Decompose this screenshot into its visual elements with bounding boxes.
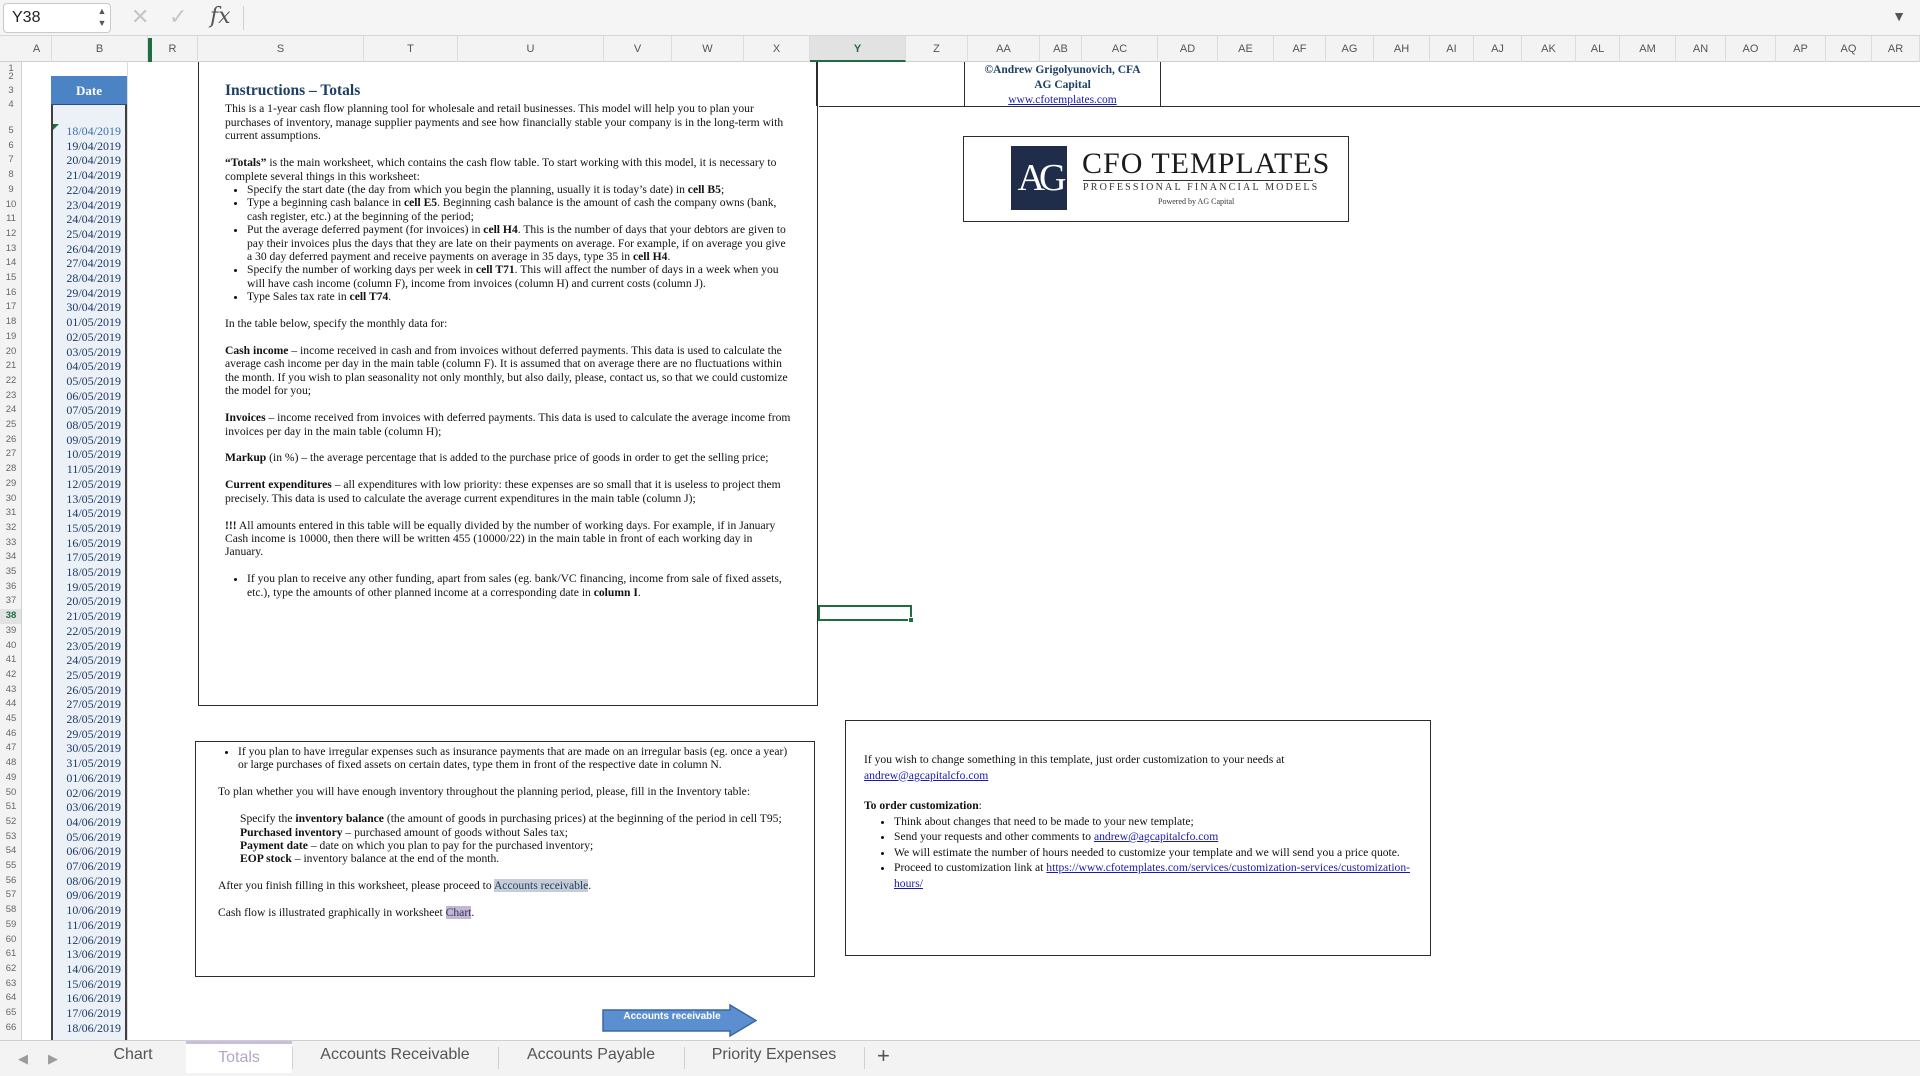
expand-formula-bar-icon[interactable]: ▼ (1892, 8, 1906, 24)
date-cell[interactable]: 16/06/2019 (66, 991, 121, 1006)
date-cell[interactable]: 06/05/2019 (66, 388, 121, 403)
row-header[interactable]: 57 (5, 889, 17, 901)
list-item: • Send your requests and other comments to andrew@agcapitalcfo.com (894, 829, 1412, 845)
date-cell[interactable]: 16/05/2019 (66, 535, 121, 550)
column-header-aa[interactable]: AA (968, 36, 1040, 62)
column-header-v[interactable]: V (604, 36, 672, 62)
row-header[interactable]: 47 (5, 742, 17, 754)
confirm-icon[interactable]: ✓ (169, 4, 188, 29)
invoices-paragraph: Invoices – income received from invoices with deferred payments. This data is used to calculate the average income from invoices per day in the main table (column H); (225, 411, 791, 438)
column-header-af[interactable]: AF (1274, 36, 1326, 62)
purchased-inventory-text: Purchased inventory – purchased amount of goods without Sales tax; (240, 825, 568, 839)
accounts-receivable-link[interactable]: Accounts receivable (493, 879, 589, 893)
column-header-al[interactable]: AL (1576, 36, 1620, 62)
date-cell[interactable]: 11/05/2019 (66, 462, 121, 477)
column-header-ak[interactable]: AK (1522, 36, 1576, 62)
selected-cell[interactable] (818, 605, 912, 621)
column-header-ad[interactable]: AD (1158, 36, 1218, 62)
row-header[interactable]: 14 (5, 257, 17, 269)
row-header[interactable]: 59 (5, 918, 17, 930)
column-divider (127, 62, 128, 1040)
list-item: • If you plan to have irregular expenses such as insurance payments that are made on an irregular basis (eg. once a year) or large purchases of fixed assets on certain dates, type them in front of the respective date in column N. (238, 745, 794, 772)
row-header[interactable]: 42 (5, 668, 17, 680)
proceed-paragraph: After you finish filling in this worksheet, please proceed to Accounts receivable. (218, 879, 592, 893)
date-cell[interactable]: 10/05/2019 (66, 447, 121, 462)
row-header[interactable]: 34 (5, 551, 17, 563)
row-header[interactable]: 17 (5, 301, 17, 313)
date-cell[interactable]: 08/05/2019 (66, 418, 121, 432)
date-cell[interactable]: 10/06/2019 (66, 903, 121, 918)
customization-link[interactable]: https://www.cfotemplates.com/services/customization-services/customization-hours/ (894, 861, 1411, 890)
date-cell[interactable]: 06/06/2019 (66, 844, 121, 859)
row-header[interactable]: 65 (5, 1007, 17, 1018)
column-header-ao[interactable]: AO (1726, 36, 1776, 62)
row-header[interactable]: 63 (5, 977, 17, 989)
instructions-box-2 (195, 741, 815, 977)
row-header[interactable]: 13 (5, 242, 17, 254)
list-item: • If you plan to receive any other funding, apart from sales (eg. bank/VC financing, income from sale of fixed assets, etc.), type the amounts of other planned income at a corresponding date in column I. (247, 572, 791, 599)
date-cell[interactable]: 14/06/2019 (66, 961, 121, 976)
date-cell[interactable]: 29/05/2019 (66, 726, 121, 741)
date-cell[interactable]: 04/06/2019 (66, 814, 121, 829)
column-header-a[interactable]: A (22, 36, 52, 62)
instructions-intro: This is a 1-year cash flow planning tool for wholesale and retail businesses. This model will help you to plan your purchases of inventory, manage supplier payments and see how financially stable your company is in the long-term with current assumptions. (225, 102, 784, 143)
date-cell[interactable]: 03/06/2019 (66, 800, 121, 815)
column-header-am[interactable]: AM (1620, 36, 1676, 62)
list-item: • Type a beginning cash balance in cell E5. Beginning cash balance is the amount of cash the company owns (bank, cash register, etc.) at the beginning of the period; (247, 196, 791, 223)
row-header[interactable]: 33 (5, 536, 17, 548)
order-title: To order customization: (864, 799, 982, 812)
row-header[interactable]: 25 (5, 419, 17, 430)
cancel-icon[interactable]: ✕ (131, 4, 150, 29)
row-header[interactable]: 28 (5, 463, 17, 475)
eop-stock-text: EOP stock – inventory balance at the end of the month. (240, 852, 500, 866)
column-header-s[interactable]: S (198, 36, 364, 62)
date-cell[interactable]: 11/06/2019 (66, 917, 121, 932)
freeze-pane-divider[interactable] (148, 38, 152, 62)
date-cell[interactable]: 28/05/2019 (66, 712, 121, 726)
row-header[interactable]: 26 (5, 433, 17, 445)
column-header-aj[interactable]: AJ (1474, 36, 1522, 62)
column-header-y[interactable]: Y (810, 36, 906, 62)
email-link[interactable]: andrew@agcapitalcfo.com (864, 768, 989, 782)
date-cell[interactable]: 09/06/2019 (66, 888, 121, 903)
column-header-ai[interactable]: AI (1430, 36, 1474, 62)
accounts-receivable-arrow-button[interactable] (602, 1004, 757, 1037)
date-cell[interactable]: 07/06/2019 (66, 859, 121, 873)
date-cell[interactable]: 13/06/2019 (66, 947, 121, 962)
column-header-ab[interactable]: AB (1040, 36, 1082, 62)
column-header-ac[interactable]: AC (1082, 36, 1158, 62)
date-cell[interactable]: 19/05/2019 (66, 579, 121, 594)
date-cell[interactable]: 22/04/2019 (66, 182, 121, 197)
arrow-button-label: Accounts receivable (623, 1011, 721, 1022)
row-header[interactable]: 46 (5, 727, 17, 739)
date-cell[interactable]: 18/05/2019 (66, 565, 121, 579)
date-cell[interactable]: 01/05/2019 (66, 315, 121, 330)
row-header[interactable]: 2 (8, 71, 14, 82)
fill-handle[interactable] (908, 617, 914, 623)
row-header[interactable]: 3 (8, 85, 14, 96)
cell-error-marker (53, 124, 59, 130)
tab-totals[interactable]: Totals (186, 1041, 292, 1073)
row-header[interactable]: 51 (5, 801, 17, 813)
list-item: • Type Sales tax rate in cell T74. (247, 290, 791, 303)
date-cell[interactable]: 22/05/2019 (66, 623, 121, 638)
row-header[interactable]: 44 (5, 698, 17, 710)
date-cell[interactable]: 24/05/2019 (66, 653, 121, 668)
column-header-ar[interactable]: AR (1872, 36, 1920, 62)
date-cell[interactable]: 28/04/2019 (66, 271, 121, 285)
tab-accounts-payable[interactable]: Accounts Payable (526, 1046, 656, 1063)
row-header[interactable]: 27 (5, 448, 17, 460)
tab-accounts-receivable[interactable]: Accounts Receivable (320, 1046, 470, 1063)
row-header[interactable]: 40 (5, 639, 17, 651)
list-item: • We will estimate the number of hours needed to customize your template and we will send you a price quote. (894, 845, 1412, 861)
column-header-an[interactable]: AN (1676, 36, 1726, 62)
row-header[interactable]: 7 (8, 154, 14, 166)
date-cell[interactable]: 26/05/2019 (66, 682, 121, 697)
row-header[interactable]: 45 (5, 713, 17, 724)
row-header[interactable]: 30 (5, 492, 17, 504)
date-cell[interactable]: 20/05/2019 (66, 594, 121, 609)
date-cell[interactable]: 14/05/2019 (66, 506, 121, 521)
row-header[interactable]: 10 (5, 198, 17, 210)
cash-income-paragraph: Cash income – income received in cash and from invoices without deferred payments. This data is used to calculate the average cash income per day in the main table (column F). It is assumed that on average there are no fluctuations within the month. If you wish to plan seasonality not only monthly, but also daily, please, contact us, so that we could customize the model for you; (225, 344, 788, 398)
column-header-ag[interactable]: AG (1326, 36, 1374, 62)
list-item: • Specify the number of working days per week in cell T71. This will affect the number of days in a week when you will have cash income (column F), income from invoices (column H) and current costs (column J). (247, 263, 791, 290)
date-cell[interactable]: 26/04/2019 (66, 241, 121, 256)
column-header-aq[interactable]: AQ (1826, 36, 1872, 62)
funding-list (247, 572, 791, 599)
name-box-stepper-icon[interactable]: ▲ ▼ (97, 6, 107, 28)
tab-separator (864, 1047, 865, 1069)
date-cell[interactable]: 25/04/2019 (66, 226, 121, 241)
date-cell[interactable]: 30/04/2019 (66, 300, 121, 315)
ag-logo-icon: AG (1011, 146, 1067, 210)
website-link[interactable]: www.cfotemplates.com (1008, 94, 1117, 106)
row-header[interactable]: 32 (5, 521, 17, 533)
column-header-b[interactable]: B (52, 36, 148, 62)
row-header[interactable]: 18 (5, 316, 17, 328)
customization-box (845, 720, 1431, 956)
setup-list (247, 183, 791, 304)
company-name: AG Capital (1034, 79, 1091, 91)
order-list (894, 814, 1412, 892)
chart-link[interactable]: Chart (445, 906, 472, 920)
date-cell[interactable]: 23/04/2019 (66, 197, 121, 212)
customization-intro: If you wish to change something in this template, just order customization to your needs at andrew@agcapitalcfo.com (864, 753, 1285, 782)
tab-priority-expenses[interactable]: Priority Expenses (711, 1046, 837, 1063)
row-header[interactable]: 62 (5, 962, 17, 974)
email-link[interactable]: andrew@agcapitalcfo.com (1093, 830, 1219, 843)
date-cell[interactable]: 27/05/2019 (66, 697, 121, 712)
date-cell[interactable]: 29/04/2019 (66, 285, 121, 300)
column-divider (816, 62, 817, 106)
row-header[interactable]: 35 (5, 566, 17, 577)
date-cell[interactable]: 25/05/2019 (66, 667, 121, 682)
row-header[interactable]: 20 (5, 345, 17, 357)
date-cell[interactable]: 15/06/2019 (66, 976, 121, 991)
sheet-tab-bar (0, 1040, 1920, 1076)
date-cell[interactable]: 02/05/2019 (66, 329, 121, 344)
date-cell[interactable]: 07/05/2019 (66, 403, 121, 418)
row-header[interactable]: 37 (5, 595, 17, 607)
row-header[interactable]: 23 (5, 389, 17, 401)
column-header-x[interactable]: X (744, 36, 810, 62)
row-header[interactable]: 43 (5, 683, 17, 695)
formula-bar (0, 0, 1920, 36)
row-header[interactable]: 56 (5, 874, 17, 886)
list-item: • Put the average deferred payment (for invoices) in cell H4. This is the number of days that your debtors are given to pay their invoices plus the days that they are late on their payments on average. For example, if on average you give a 30 day deferred payment and receive payments on average in 35 days, type 35 in cell H4. (247, 223, 791, 263)
date-cell[interactable]: 12/05/2019 (66, 476, 121, 491)
instructions-box (198, 62, 818, 706)
date-cell[interactable]: 18/06/2019 (66, 1020, 121, 1035)
instructions-title: Instructions – Totals (225, 82, 361, 99)
date-cell[interactable]: 27/04/2019 (66, 256, 121, 271)
markup-paragraph: Markup (in %) – the average percentage that is added to the purchase price of goods in order to get the selling price; (225, 451, 769, 465)
row-header[interactable]: 58 (5, 904, 17, 916)
inventory-intro: To plan whether you will have enough inventory throughout the planning period, please, fill in the Inventory table: (218, 785, 751, 799)
row-header[interactable]: 9 (8, 183, 14, 195)
column-header-r[interactable]: R (148, 36, 198, 62)
date-cell[interactable]: 15/05/2019 (66, 520, 121, 535)
row-header[interactable]: 48 (5, 757, 17, 769)
column-header-u[interactable]: U (458, 36, 604, 62)
row-header[interactable]: 8 (8, 169, 14, 181)
date-cell[interactable]: 24/04/2019 (66, 212, 121, 227)
date-cell[interactable]: 04/05/2019 (66, 359, 121, 374)
date-cell[interactable]: 19/04/2019 (66, 138, 121, 153)
prev-sheet-icon[interactable]: ◀ (18, 1051, 28, 1066)
date-cell[interactable]: 02/06/2019 (66, 785, 121, 800)
row-header[interactable]: 66 (5, 1021, 17, 1033)
fx-icon[interactable]: fx (210, 4, 231, 29)
logo-powered-by: Powered by AG Capital (1158, 197, 1235, 206)
totals-paragraph: “Totals” is the main worksheet, which contains the cash flow table. To start working with this model, it is necessary to complete several things in this worksheet: (225, 156, 777, 183)
column-header-ae[interactable]: AE (1218, 36, 1274, 62)
monthly-intro: In the table below, specify the monthly data for: (225, 317, 448, 331)
row-header[interactable]: 15 (5, 272, 17, 283)
row-header[interactable]: 64 (5, 992, 17, 1004)
date-cell[interactable]: 23/05/2019 (66, 638, 121, 653)
row-header[interactable]: 29 (5, 477, 17, 489)
row-header[interactable]: 16 (5, 286, 17, 298)
name-box[interactable] (3, 3, 111, 33)
date-cell[interactable]: 12/06/2019 (66, 932, 121, 947)
inventory-balance-text: Specify the inventory balance (the amount of goods in purchasing prices) at the beginning of the period in cell T95; (240, 812, 782, 826)
date-cell[interactable]: 20/04/2019 (66, 153, 121, 168)
formula-bar-separator (243, 6, 244, 30)
row-header[interactable]: 61 (5, 948, 17, 960)
logo-box (963, 136, 1349, 222)
row-header[interactable]: 41 (5, 654, 17, 666)
name-box-value: Y38 (12, 9, 41, 26)
row-header[interactable]: 11 (6, 213, 16, 225)
row-header[interactable]: 31 (5, 507, 17, 519)
add-sheet-icon[interactable]: + (877, 1043, 890, 1068)
note-paragraph: !!! All amounts entered in this table will be equally divided by the number of working days. For example, if in January Cash income is 10000, then there will be written 455 (10000/22) in the main table in front of each working day in January. (225, 518, 776, 559)
date-cell[interactable]: 30/05/2019 (66, 741, 121, 756)
row-header[interactable]: 50 (5, 786, 17, 798)
column-header-w[interactable]: W (672, 36, 744, 62)
column-header-ah[interactable]: AH (1374, 36, 1430, 62)
date-cell[interactable]: 01/06/2019 (66, 770, 121, 785)
row-header[interactable]: 21 (5, 360, 17, 372)
row-header[interactable]: 1 (8, 63, 14, 74)
irregular-list (238, 745, 794, 772)
list-item: • Proceed to customization link at https://www.cfotemplates.com/services/customization-services/customization-hours/ (894, 860, 1412, 891)
row-header[interactable]: 55 (5, 860, 17, 871)
row-header[interactable]: 49 (5, 771, 17, 783)
date-cell[interactable]: 09/05/2019 (66, 432, 121, 447)
column-header-bar (0, 36, 1920, 62)
row-header[interactable]: 4 (8, 99, 14, 110)
date-cell[interactable]: 31/05/2019 (66, 756, 121, 771)
date-cell[interactable]: 17/05/2019 (66, 550, 121, 565)
inventory-fields (240, 812, 794, 866)
row-header-bar (0, 62, 22, 1040)
date-cell[interactable]: 05/06/2019 (66, 829, 121, 844)
logo-title: CFO TEMPLATES (1082, 147, 1331, 180)
date-cell[interactable]: 05/05/2019 (66, 373, 121, 388)
date-cell[interactable]: 18/04/2019 (66, 124, 121, 138)
current-expenditures-paragraph: Current expenditures – all expenditures with low priority: these expenses are so small that it is useless to project them precisely. This data is used to calculate the average current expenditures in the main table (column J); (225, 478, 781, 505)
column-header-z[interactable]: Z (906, 36, 968, 62)
sheet-grid[interactable] (22, 62, 1920, 1040)
date-column-header: Date (51, 76, 127, 105)
row-header[interactable]: 24 (5, 404, 17, 416)
row-header[interactable]: 60 (5, 933, 17, 945)
row-header[interactable]: 38 (0, 609, 22, 624)
date-cell[interactable]: 08/06/2019 (66, 873, 121, 888)
list-item: • Think about changes that need to be made to your new template; (894, 814, 1412, 830)
author-name: ©Andrew Grigolyunovich, CFA (984, 64, 1141, 76)
payment-date-text: Payment date – date on which you plan to pay for the purchased inventory; (240, 839, 594, 853)
column-header-t[interactable]: T (364, 36, 458, 62)
row-header[interactable]: 52 (5, 815, 17, 827)
row-header[interactable]: 6 (8, 139, 14, 151)
date-cell[interactable]: 21/05/2019 (66, 609, 121, 624)
next-sheet-icon[interactable]: ▶ (48, 1051, 58, 1066)
logo-rule (1083, 180, 1313, 181)
row-header[interactable]: 53 (5, 830, 17, 842)
row-header[interactable]: 12 (5, 227, 17, 239)
column-header-ap[interactable]: AP (1776, 36, 1826, 62)
date-cell[interactable]: 13/05/2019 (66, 491, 121, 506)
list-item: • Specify the start date (the day from which you begin the planning, usually it is today’s date) in cell B5; (247, 183, 791, 196)
tab-chart[interactable]: Chart (113, 1046, 153, 1063)
row-header[interactable]: 36 (5, 580, 17, 592)
date-cell[interactable]: 21/04/2019 (66, 168, 121, 183)
date-cell[interactable]: 03/05/2019 (66, 344, 121, 359)
row-header[interactable]: 54 (5, 845, 17, 857)
row-header[interactable]: 19 (5, 330, 17, 342)
row-header[interactable]: 22 (5, 374, 17, 386)
chart-paragraph: Cash flow is illustrated graphically in worksheet Chart. (218, 906, 475, 920)
date-cell[interactable]: 17/06/2019 (66, 1006, 121, 1020)
formula-input[interactable] (248, 4, 1888, 32)
row-header[interactable]: 39 (5, 624, 17, 636)
copyright-box (964, 62, 1161, 106)
logo-subtitle: PROFESSIONAL FINANCIAL MODELS (1083, 182, 1320, 193)
row-header[interactable]: 5 (8, 125, 14, 136)
